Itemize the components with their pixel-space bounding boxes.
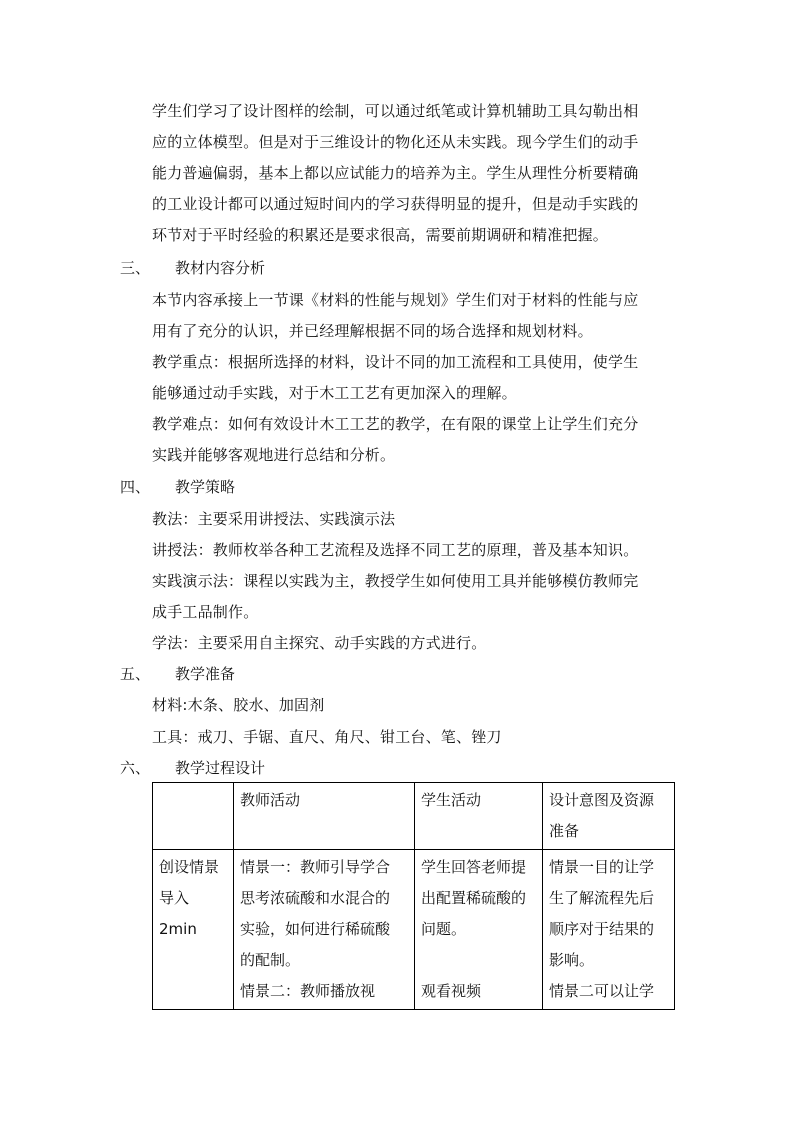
stage-char: 导 xyxy=(159,889,175,907)
stage-line: 2min xyxy=(159,920,197,938)
student-line: 观看视频 xyxy=(421,982,482,1000)
section-number: 四、 xyxy=(120,478,151,496)
section-title: 教学准备 xyxy=(175,665,236,683)
text-line: 实践演示法：课程以实践为主，教授学生如何使用工具并能够模仿教师完 xyxy=(152,572,639,590)
section-heading-5 xyxy=(120,664,235,684)
stage-line xyxy=(159,883,227,914)
text-line: 教学难点：如何有效设计木工工艺的教学，在有限的课堂上让学生们充分 xyxy=(152,415,639,433)
table-header-row xyxy=(153,783,675,850)
text-line: 用有了充分的认识，并已经理解根据不同的场合选择和规划材料。 xyxy=(152,322,593,340)
text-line: 能够通过动手实践，对于木工工艺有更加深入的理解。 xyxy=(152,384,517,402)
teacher-line: 情景二：教师播放视 xyxy=(240,982,376,1000)
header-teacher: 教师活动 xyxy=(240,791,301,809)
intent-line: 情景一目的让学 xyxy=(549,858,655,876)
intent-line: 顺序对于结果的 xyxy=(549,920,655,938)
text-line: 实践并能够客观地进行总结和分析。 xyxy=(152,446,396,464)
text-line: 成手工品制作。 xyxy=(152,603,259,621)
text-line: 应的立体模型。但是对于三维设计的物化还从未实践。现今学生们的动手 xyxy=(152,133,639,151)
section-title: 教学过程设计 xyxy=(175,759,266,777)
teacher-line: 的配制。 xyxy=(240,951,301,969)
student-line: 问题。 xyxy=(421,920,467,938)
stage-cell xyxy=(153,850,234,1010)
text-line: 学法：主要采用自主探究、动手实践的方式进行。 xyxy=(152,634,487,652)
header-student: 学生活动 xyxy=(421,791,482,809)
text-line: 环节对于平时经验的积累还是要求很高，需要前期调研和精准把握。 xyxy=(152,226,609,244)
section-heading-6 xyxy=(120,758,265,778)
student-line xyxy=(421,945,536,976)
header-intent-line: 设计意图及资源 xyxy=(549,791,655,809)
stage-line: 创设情景 xyxy=(159,858,220,876)
teacher-line: 思考浓硫酸和水混合的 xyxy=(240,889,391,907)
teacher-line: 情景一：教师引导学合 xyxy=(240,858,391,876)
stage-char: 入 xyxy=(174,889,190,907)
header-intent-line: 准备 xyxy=(549,822,580,840)
text-line: 材料:木条、胶水、加固剂 xyxy=(152,696,325,714)
table-header-cell xyxy=(234,783,415,850)
teacher-activity-cell xyxy=(234,850,415,1010)
section-heading-3 xyxy=(120,258,265,278)
text-line: 的工业设计都可以通过短时间内的学习获得明显的提升，但是动手实践的 xyxy=(152,195,639,213)
section-title: 教材内容分析 xyxy=(175,259,266,277)
text-line: 讲授法：教师枚举各种工艺流程及选择不同工艺的原理，普及基本知识。 xyxy=(152,541,639,559)
intent-line: 情景二可以让学 xyxy=(549,982,655,1000)
table-row xyxy=(153,850,675,1010)
teacher-line: 实验，如何进行稀硫酸 xyxy=(240,920,391,938)
student-activity-cell xyxy=(415,850,543,1010)
table-header-cell xyxy=(415,783,543,850)
intent-cell xyxy=(543,850,675,1010)
table-header-cell xyxy=(543,783,675,850)
text-line: 教学重点：根据所选择的材料，设计不同的加工流程和工具使用，使学生 xyxy=(152,353,639,371)
section-number: 三、 xyxy=(120,259,151,277)
text-line: 教法：主要采用讲授法、实践演示法 xyxy=(152,510,396,528)
table-header-cell xyxy=(153,783,234,850)
text-line: 能力普遍偏弱，基本上都以应试能力的培养为主。学生从理性分析要精确 xyxy=(152,164,639,182)
intent-line: 影响。 xyxy=(549,951,595,969)
student-line: 学生回答老师提 xyxy=(421,858,527,876)
intent-line: 生了解流程先后 xyxy=(549,889,655,907)
text-line: 工具：戒刀、手锯、直尺、角尺、钳工台、笔、锉刀 xyxy=(152,728,502,746)
section-number: 五、 xyxy=(120,665,151,683)
section-title: 教学策略 xyxy=(175,478,236,496)
lesson-process-table xyxy=(152,782,675,1010)
text-line: 学生们学习了设计图样的绘制，可以通过纸笔或计算机辅助工具勾勒出相 xyxy=(152,102,639,120)
section-heading-4 xyxy=(120,477,235,497)
text-line: 本节内容承接上一节课《材料的性能与规划》学生们对于材料的性能与应 xyxy=(152,291,639,309)
section-number: 六、 xyxy=(120,759,151,777)
student-line: 出配置稀硫酸的 xyxy=(421,889,527,907)
